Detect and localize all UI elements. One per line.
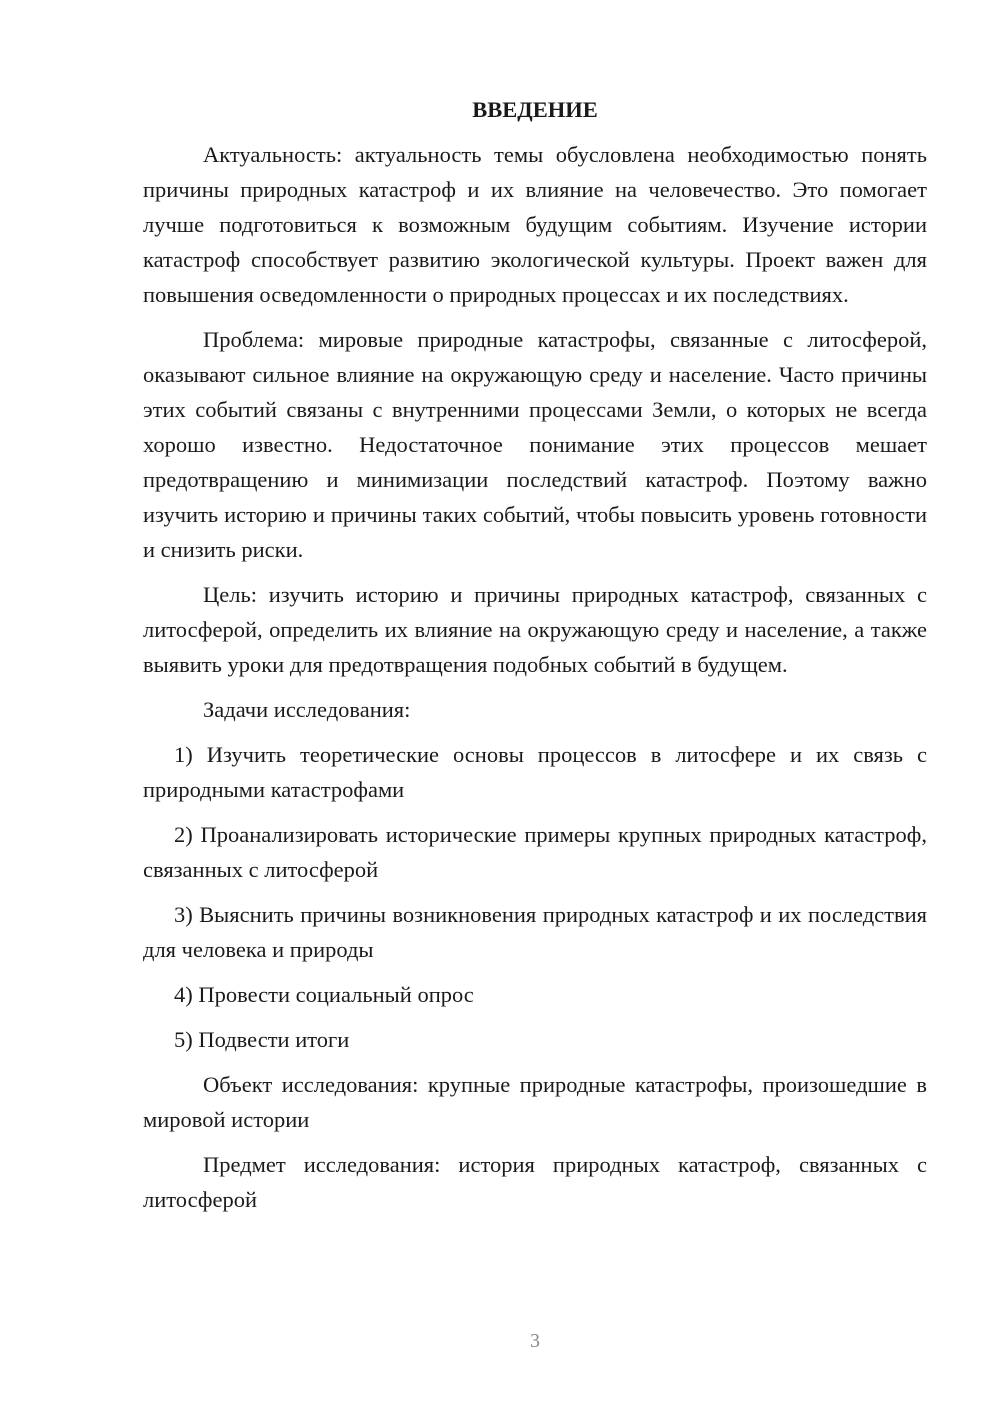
task-item-4: 4) Провести социальный опрос — [174, 982, 474, 1007]
paragraph-object: Объект исследования: крупные природные катастрофы, произошедшие в мировой истории — [143, 1072, 927, 1132]
paragraph-problem: Проблема: мировые природные катастрофы, связанные с литосферой, оказывают сильное влияние на окружающую среду и население. Часто причины этих событий связаны с внутренними процессами Земли, о которых не всегда хорошо известно. Недостаточное понимание этих процессов мешает предотвращению и минимизации последствий катастроф. Поэтому важно изучить историю и причины таких событий, чтобы повысить уровень готовности и снизить риски. — [143, 327, 927, 562]
task-item-3: 3) Выяснить причины возникновения природных катастроф и их последствия для человека и природы — [143, 902, 927, 962]
task-item-1: 1) Изучить теоретические основы процессов в литосфере и их связь с природными катастрофами — [143, 742, 927, 802]
task-item-5: 5) Подвести итоги — [174, 1027, 350, 1052]
paragraph-relevance: Актуальность: актуальность темы обусловлена необходимостью понять причины природных катастроф и их влияние на человечество. Это помогает лучше подготовиться к возможным будущим событиям. Изучение истории катастроф способствует развитию экологической культуры. Проект важен для повышения осведомленности о природных процессах и их последствиях. — [143, 142, 927, 307]
paragraph-subject: Предмет исследования: история природных катастроф, связанных с литосферой — [143, 1152, 927, 1212]
page-title: ВВЕДЕНИЕ — [472, 97, 598, 122]
paragraph-tasks-heading: Задачи исследования: — [203, 697, 411, 722]
task-item-2: 2) Проанализировать исторические примеры крупных природных катастроф, связанных с литосферой — [143, 822, 927, 882]
document-body — [143, 92, 927, 1227]
paragraph-goal: Цель: изучить историю и причины природных катастроф, связанных с литосферой, определить их влияние на окружающую среду и население, а также выявить уроки для предотвращения подобных событий в будущем. — [143, 582, 927, 677]
page-number: 3 — [530, 1330, 540, 1352]
